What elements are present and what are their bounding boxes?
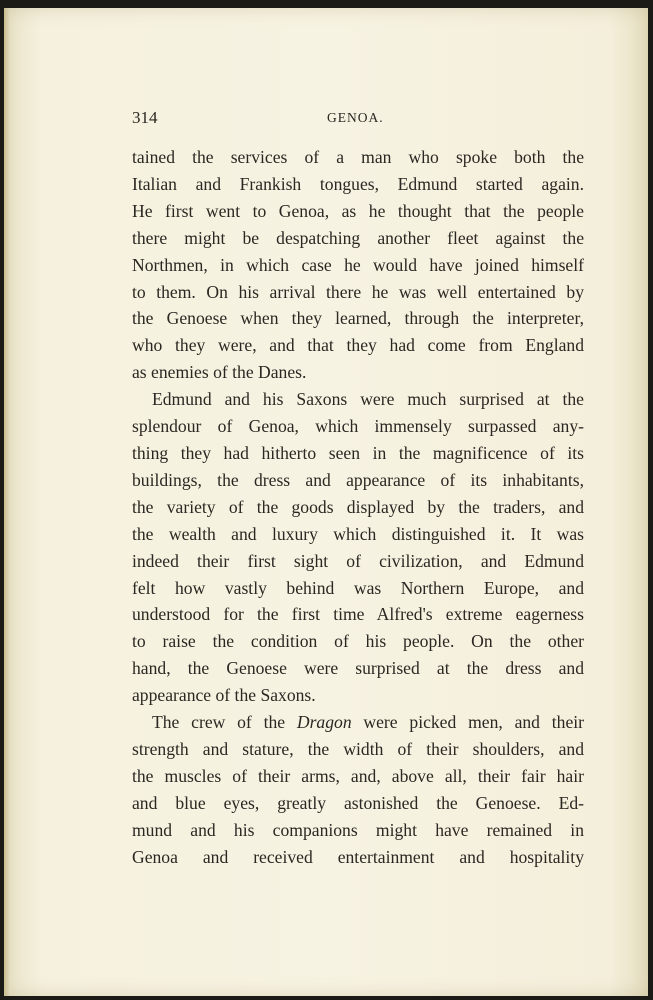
page-number: 314 (132, 108, 158, 127)
text-line: appearance of the Saxons. (132, 685, 316, 706)
text-line: splendour of Genoa, which immensely surpassed any- (132, 416, 584, 437)
text-line: as enemies of the Danes. (132, 362, 307, 383)
book-page (4, 8, 648, 996)
text-line: to them. On his arrival there he was well entertained by (132, 281, 584, 302)
text-line: felt how vastly behind was Northern Europe, and (132, 577, 584, 598)
text-line: buildings, the dress and appearance of its inhabitants, (132, 469, 584, 490)
text-line: there might be despatching another fleet against the (132, 227, 584, 248)
text-fragment: were picked men, and their (351, 712, 585, 733)
text-line: Edmund and his Saxons were much surprised at the (152, 389, 584, 410)
text-line: Genoa and received entertainment and hospitality (132, 846, 584, 867)
page-header (132, 104, 582, 132)
paragraph-2 (132, 386, 584, 709)
text-line: Italian and Frankish tongues, Edmund started again. (132, 173, 584, 194)
text-line: the muscles of their arms, and, above all, their fair hair (132, 765, 584, 786)
body-text (132, 144, 584, 870)
ship-name: Dragon (296, 712, 352, 733)
page-binding-edge (4, 8, 10, 996)
text-fragment: The crew of the (152, 712, 297, 733)
text-line: who they were, and that they had come from England (132, 335, 584, 356)
paragraph-3 (132, 709, 584, 870)
text-line: the variety of the goods displayed by the traders, and (132, 496, 584, 517)
paragraph-1 (132, 144, 584, 386)
text-line: indeed their first sight of civilization, and Edmund (132, 550, 584, 571)
text-line: the Genoese when they learned, through the interpreter, (132, 308, 584, 329)
text-line (132, 709, 584, 736)
text-line: Northmen, in which case he would have joined himself (132, 254, 584, 275)
text-line: mund and his companions might have remained in (132, 819, 584, 840)
running-title: GENOA. (327, 110, 384, 125)
text-line: strength and stature, the width of their shoulders, and (132, 738, 584, 759)
text-line: tained the services of a man who spoke both the (132, 147, 584, 167)
text-line: thing they had hitherto seen in the magnificence of its (132, 442, 584, 463)
text-line: to raise the condition of his people. On the other (132, 631, 584, 652)
text-line: the wealth and luxury which distinguished it. It was (132, 523, 584, 544)
text-line: He first went to Genoa, as he thought that the people (132, 200, 584, 221)
text-line: hand, the Genoese were surprised at the dress and (132, 658, 584, 679)
text-line: and blue eyes, greatly astonished the Genoese. Ed- (132, 792, 584, 813)
text-line: understood for the first time Alfred's extreme eagerness (132, 604, 584, 625)
